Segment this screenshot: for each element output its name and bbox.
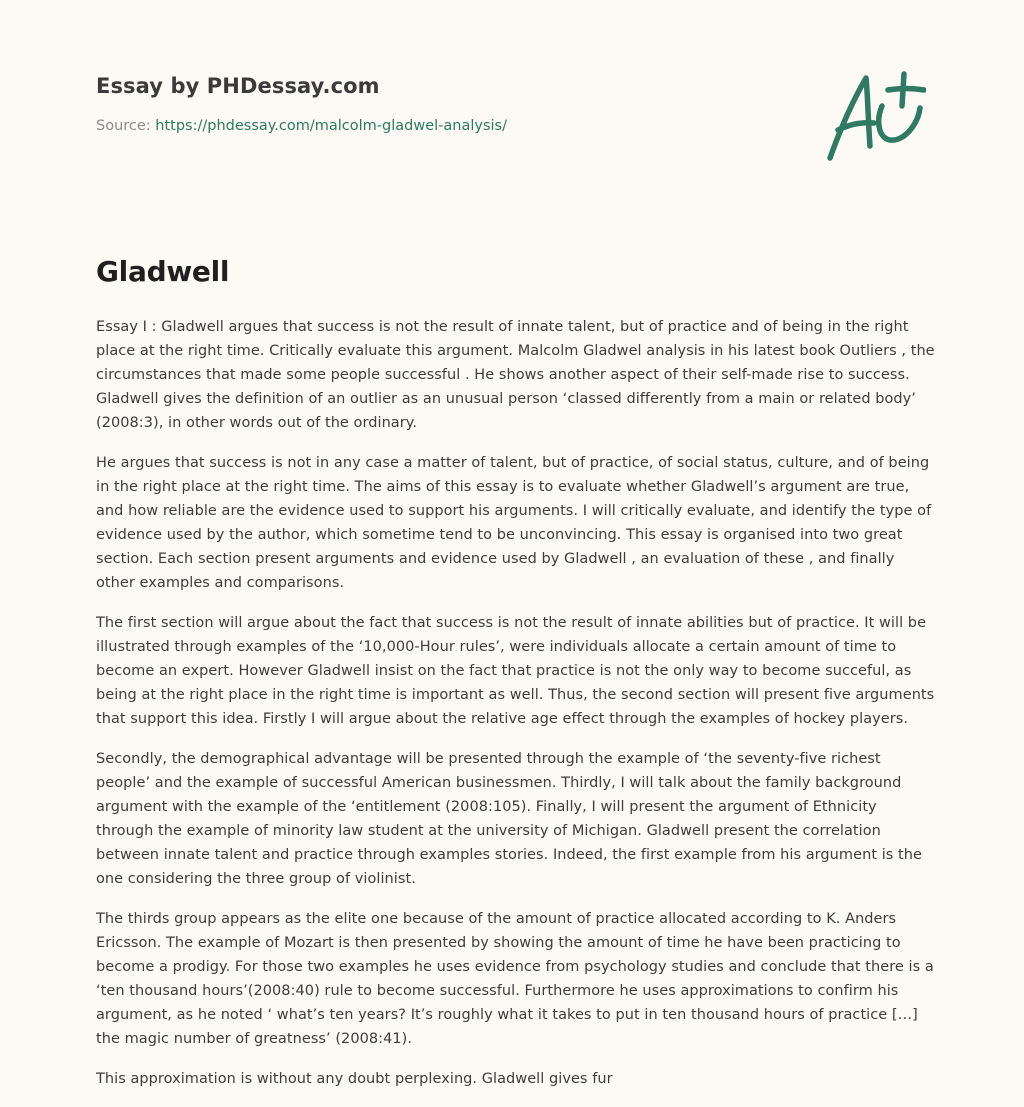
- essay-paragraph: Secondly, the demographical advantage will be presented through the example of ‘the seventy-five richest people’ and the example of successful American businessmen. Thirdly, I will talk about the family background argument with the example of the ‘entitlement (2008:105). Finally, I will present the argument of Ethnicity through the example of minority law student at the university of Michigan. Gladwell present the correlation between innate talent and practice through examples stories. Indeed, the first example from his argument is the one considering the three group of violinist.: [96, 751, 922, 887]
- essay: [96, 255, 936, 1107]
- a-plus-grade-icon: [822, 68, 926, 164]
- essay-paragraph: The first section will argue about the fact that success is not the result of innate abilities but of practice. It will be illustrated through examples of the ‘10,000-Hour rules’, were individuals allocate a certain amount of time to become an expert. However Gladwell insist on the fact that practice is not the only way to become succeful, as being at the right place in the right time is important as well. Thus, the second section will present five arguments that support this idea. Firstly I will argue about the relative age effect through the examples of hockey players.: [96, 615, 935, 727]
- essay-title: Gladwell: [96, 255, 230, 288]
- essay-paragraph: This approximation is without any doubt perplexing. Gladwell gives fur: [96, 1071, 613, 1087]
- header: [96, 74, 936, 134]
- source-link[interactable]: https://phdessay.com/malcolm-gladwel-analysis/: [155, 118, 507, 134]
- essay-paragraph: He argues that success is not in any case a matter of talent, but of practice, of social status, culture, and of being in the right place at the right time. The aims of this essay is to evaluate whether Gladwell’s argument are true, and how reliable are the evidence used to support his arguments. I will critically evaluate, and identify the type of evidence used by the author, which sometime tend to be unconvincing. This essay is organised into two great section. Each section present arguments and evidence used by Gladwell , an evaluation of these , and finally other examples and comparisons.: [96, 455, 932, 591]
- essay-paragraph: Essay I : Gladwell argues that success is not the result of innate talent, but of practice and of being in the right place at the right time. Critically evaluate this argument. Malcolm Gladwel analysis in his latest book Outliers , the circumstances that made some people successful . He shows another aspect of their self-made rise to success. Gladwell gives the definition of an outlier as an unusual person ‘classed differently from a main or related body’ (2008:3), in other words out of the ordinary.: [96, 319, 935, 431]
- site-title: Essay by PHDessay.com: [96, 74, 380, 98]
- source-line: [96, 118, 936, 134]
- essay-paragraph: The thirds group appears as the elite one because of the amount of practice allocated according to K. Anders Ericsson. The example of Mozart is then presented by showing the amount of time he have been practicing to become a prodigy. For those two examples he uses evidence from psychology studies and conclude that there is a ‘ten thousand hours’(2008:40) rule to become successful. Furthermore he uses approximations to confirm his argument, as he noted ‘ what’s ten years? It’s roughly what it takes to put in ten thousand hours of practice […] the magic number of greatness’ (2008:41).: [96, 911, 934, 1047]
- source-label: Source:: [96, 118, 151, 134]
